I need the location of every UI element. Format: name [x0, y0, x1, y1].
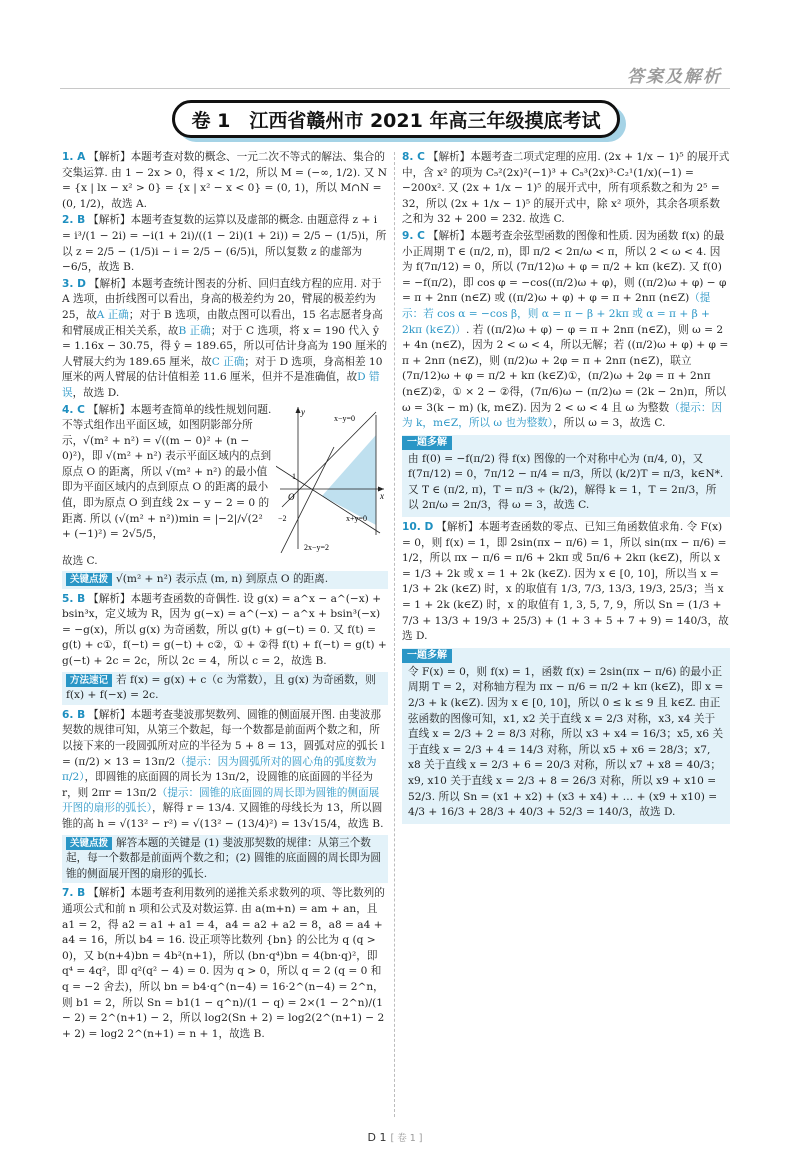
answer-6-text-b: ，即圆锥的底面圆的周长为 13π/2，设圆锥的底面圆的半径为 r，则 2πr = 13π/2 [62, 771, 373, 799]
answer-7-number: 7. B [62, 887, 86, 900]
answer-5-tip-tag: 方法速记 [66, 674, 112, 687]
answer-1-number: 1. A [62, 151, 86, 163]
answer-10-alt-solution [402, 648, 730, 824]
answer-9-alt-tag: 一题多解 [402, 436, 452, 450]
answer-7 [62, 886, 388, 1042]
answer-5-tip-text: 若 f(x) = g(x) + c（c 为常数），且 g(x) 为奇函数，则 f(x) + f(−x) = 2c. [66, 673, 376, 702]
answer-9-number: 9. C [402, 229, 425, 242]
header-rule [60, 88, 730, 89]
answer-9-text-b: . 若 ((π/2)ω + φ) − φ = π + 2nπ (n∈Z)，则 ω = 2 + 4n (n∈Z)，因为 2 < ω < 4，所以无解；若 ((π/2)ω + φ) + φ = π + 2nπ (n∈Z)，则 (π/2)ω + 2φ = π + 2nπ (n∈Z)，联立 (7π/12)ω + φ = π/2 + kπ (k∈Z)①，(π/2)ω + 2φ = π + 2nπ (n∈Z)②，① × 2 − ②得，(7π/6)ω − (π/2)ω = (2k − 2n)π，所以 ω = 3(k − m) (k, m∈Z). 因为 2 < ω < 4 且 ω 为整数 [402, 323, 729, 414]
answer-3-mark-a: A 正确 [96, 308, 129, 321]
answer-5-tip [62, 672, 388, 705]
answer-10-alt-text: 令 F(x) = 0，则 f(x) = 1，函数 f(x) = 2sin(πx − π/6) 的最小正周期 T = 2，对称轴方程为 πx − π/6 = π/2 + kπ (k∈Z)，即 x = 2/3 + k (k∈Z). 因为 x ∈ [0, 10]，所以 0 ≤ k ≤ 9 且 k∈Z. 由正弦函数的图像可知，x1, x2 关于直线 x = 2/3 对称，x3, x4 关于直线 x = 2/3 + 2 = 8/3 对称，所以 x3 + x4 = 16/3；x5, x6 关于直线 x = 2/3 + 4 = 14/3 对称，所以 x5 + x6 = 28/3；x7, x8 关于直线 x = 2/3 + 6 = 20/3 对称，所以 x7 + x8 = 40/3；x9, x10 关于直线 x = 2/3 + 8 = 26/3 对称，所以 x9 + x10 = 52/3. 所以 Sn = (x1 + x2) + (x3 + x4) + … + (x9 + x10) = 4/3 + 16/3 + 28/3 + 40/3 + 52/3 = 140/3，故选 D. [408, 665, 724, 819]
answer-3-text-e: ，故选 D. [72, 386, 120, 399]
answer-4-tip [62, 571, 388, 589]
answer-6-note-a: （提示：因为圆弧所对的圆心角的弧度数为 π/2） [62, 755, 377, 784]
origin-label: O [288, 491, 295, 502]
answer-9-text-a: 【解析】本题考查余弦型函数的图像和性质. 因为函数 f(x) 的最小正周期 T ∈ (π/2, π)，即 π/2 < 2π/ω < π，所以 2 < ω < 4. 因为 f(7π/12) = 0，所以 (7π/12)ω + φ = π/2 + kπ (k∈Z). 又 f(0) = −f(π/2)，即 cos φ = −cos((π/2)ω + φ)，则 ((π/2)ω + φ) − φ = π + 2nπ (n∈Z) 或 ((π/2)ω + φ) + φ = π + 2nπ (n∈Z) [402, 229, 727, 305]
answer-10 [402, 520, 730, 645]
answer-6-text-c: ，解得 r = 13/4. 又圆锥的母线长为 13，所以圆锥的高 h = √(13² − r²) = √(13² − (13/4)²) = 13√15/4，故选 B. [62, 802, 384, 830]
answer-4-body [62, 403, 273, 553]
page-title: 卷 1 江西省赣州市 2021 年高三年级摸底考试 [191, 109, 601, 132]
page-footer [0, 1130, 790, 1144]
answer-5-number: 5. B [62, 592, 86, 605]
shaded-region [322, 435, 376, 525]
y-axis-label: y [301, 406, 305, 417]
line-label-2x-minus-y: 2x−y=2 [304, 542, 330, 552]
answer-10-alt-tag: 一题多解 [402, 649, 452, 663]
answer-9-note-a: （提示：若 cos α = −cos β，则 α = π − β + 2kπ 或 α = π + β + 2kπ (k∈Z)） [402, 292, 711, 336]
tick-label-neg2: −2 [278, 513, 287, 523]
section-header-label: 答案及解析 [627, 67, 722, 86]
answer-8-number: 8. C [402, 151, 425, 163]
answer-4-ending: 故选 C. [62, 554, 98, 567]
x-axis-label: x [380, 490, 384, 501]
answer-3-number: 3. D [62, 277, 86, 290]
answer-10-number: 10. D [402, 521, 434, 534]
answer-6-text-a: 【解析】本题考查斐波那契数列、圆锥的侧面展开图. 由斐波那契数的规律可知，从第三个数起，每一个数都是前面两个数之和，所以接下来的一段圆弧所对应的半径为 5 + 8 = 13，圆弧对应的弧长 l = (π/2) × 13 = 13π/2 [62, 708, 385, 768]
answer-3 [62, 277, 388, 402]
answer-3-mark-c: C 正确 [211, 355, 245, 368]
right-column [402, 150, 730, 827]
answer-9-alt-text: 由 f(0) = −f(π/2) 得 f(x) 图像的一个对称中心为 (π/4, 0)，又 f(7π/12) = 0，7π/12 − π/4 = π/3，所以 (k/2)T = π/3，k∈N*. 又 T ∈ (π/2, π)，T = π/3 ÷ (k/2)，解得 k = 1，T = 2π/3，所以 2π/ω = 2π/3，得 ω = 3，故选 C. [408, 452, 724, 512]
answer-6-number: 6. B [62, 708, 86, 721]
answer-3-text-d: ；对于 D 选项，身高相差 10 厘米的两人臂展的估计值相差 11.6 厘米，但并不是准确值，故 [62, 355, 383, 384]
feasible-region-figure [276, 403, 388, 553]
answer-2-text: 【解析】本题考查复数的运算以及虚部的概念. 由题意得 z + i = i³/(1 − 2i) = −i(1 + 2i)/((1 − 2i)(1 + 2i)) = 2/5 − (1/5)i，所以 z = 2/5 − (1/5)i − i = 2/5 − (6/5)i，所以复数 z 的虚部为 −6/5，故选 B. [62, 214, 387, 274]
answer-3-text-b: ；对于 B 选项，由散点图可以看出，15 名志愿者身高和臂展成正相关关系，故 [62, 308, 383, 337]
answer-3-text-c: ；对于 C 选项，将 x = 190 代入 ŷ = 1.16x − 30.75，得 ŷ = 189.65，所以可估计身高为 190 厘米的人臂展大约为 189.65 厘米，故 [62, 324, 388, 368]
answer-4-number: 4. C [62, 403, 85, 416]
answer-4-tip-text: √(m² + n²) 表示点 (m, n) 到原点 O 的距离. [116, 573, 329, 586]
answer-9-alt-solution [402, 435, 730, 517]
answer-10-text: 【解析】本题考查函数的零点、已知三角函数值求角. 令 F(x) = 0，则 f(x) = 1，即 2sin(πx − π/6) = 1，所以 sin(πx − π/6) = 1/2，所以 πx − π/6 = π/6 + 2kπ 或 5π/6 + 2kπ (k∈Z)，所以 x = 1/3 + 2k 或 x = 1 + 2k (k∈Z). 因为 x ∈ [0, 10]，所以当 x = 1/3 + 2k (k∈Z) 时，x 的取值有 1/3, 7/3, 13/3, 19/3, 25/3；当 x = 1 + 2k (k∈Z) 时，x 的取值有 1, 3, 5, 7, 9，所以 Sn = (1/3 + 7/3 + 13/3 + 19/3 + 25/3) + (1 + 3 + 5 + 7 + 9) = 140/3，故选 D. [402, 521, 729, 643]
answer-5-text: 【解析】本题考查函数的奇偶性. 设 g(x) = a^x − a^(−x) + bsin³x，定义域为 R，因为 g(−x) = a^(−x) − a^x + bsin³(−x) = −g(x)，所以 g(x) 为奇函数，所以 g(t) + g(−t) = 0. 又 f(t) = g(t) + c①，f(−t) = g(−t) + c②，① + ②得 f(t) + f(−t) = g(t) + g(−t) + 2c = 2c，所以 2c = 4，所以 c = 2，故选 B. [62, 592, 387, 668]
answer-6-tip-text: 解答本题的关键是 (1) 斐波那契数的规律：从第三个数起，每一个数都是前面两个数之和；(2) 圆锥的底面圆的周长即为圆锥的侧面展开图的扇形的弧长. [66, 836, 381, 880]
answer-5 [62, 592, 388, 670]
tick-label-1: 1 [292, 471, 296, 481]
answer-2-number: 2. B [62, 214, 86, 227]
answer-6-tip [62, 835, 388, 884]
left-column [62, 150, 388, 1043]
line-label-x-minus-y: x−y=0 [334, 413, 356, 423]
title-banner [172, 100, 620, 138]
answer-3-mark-b: B 正确 [178, 324, 211, 337]
title-box [172, 100, 620, 138]
answer-1-text: 【解析】本题考查对数的概念、一元二次不等式的解法、集合的交集运算. 由 1 − 2x > 0，得 x < 1/2，所以 M = (−∞, 1/2). 又 N = {x | lx − x² > 0} = {x | x² − x < 0} = (0, 1)，所以 M∩N = (0, 1/2)，故选 A. [62, 151, 388, 210]
volume-label: [ 卷 1 ] [390, 1133, 423, 1144]
column-divider [394, 152, 395, 1117]
answer-8-text: 【解析】本题考查二项式定理的应用. (2x + 1/x − 1)⁵ 的展开式中，含 x² 的项为 C₅²(2x)²(−1)³ + C₅³(2x)³·C₂¹(1/x)(−1) = −200x². 又 (2x + 1/x − 1)⁵ 的展开式中，所有项系数之和为 2⁵ = 32，所以 (2x + 1/x − 1)⁵ 的展开式中，除 x² 项外，其余各项系数之和为 32 + 200 = 232. 故选 C. [402, 151, 730, 226]
answer-6-tip-tag: 关键点拨 [66, 837, 112, 850]
answer-3-text-a: 【解析】本题考查统计图表的分析、回归直线方程的应用. 对于 A 选项，由折线图可以看出，身高的极差约为 20，臂展的极差约为 25，故 [62, 277, 382, 321]
answer-6-note-b: （提示：圆锥的底面圆的周长即为圆锥的侧面展开图的扇形的弧长） [62, 786, 380, 815]
answer-4-text: 【解析】本题考查简单的线性规划问题. 不等式组作出平面区域，如图阴影部分所示，√(m² + n²) = √((m − 0)² + (n − 0)²)，即 √(m² + n²) 表示平面区域内的点到原点 O 的距离，所以 √(m² + n²) 的最小值即为平面区域内的点到原点 O 的距离的最小值，即为原点 O 到直线 2x − y − 2 = 0 的距离. 所以 (√(m² + n²))min = |−2|/√(2² + (−1)²) = 2√5/5， [62, 403, 272, 541]
answer-6 [62, 708, 388, 833]
answer-7-text: 【解析】本题考查利用数列的递推关系求数列的项、等比数列的通项公式和前 n 项和公式及对数运算. 由 a(m+n) = am + an，且 a1 = 2，得 a2 = a1 + a1 = 4，a4 = a2 + a2 = 8，a8 = a4 + a4 = 16，所以 b4 = 16. 设正项等比数列 {bn} 的公比为 q (q > 0)，又 b(n+4)bn = 4b²(n+1)，所以 (bn·q⁴)bn = 4(bn·q)²，即 q⁴ = 4q²，即 q²(q² − 4) = 0. 因为 q > 0，所以 q = 2 (q = 0 和 q = −2 舍去)，所以 bn = b4·q^(n−4) = 16·2^(n−4) = 2^n，则 b1 = 2，所以 Sn = b1(1 − q^n)/(1 − q) = 2×(1 − 2^n)/(1 − 2) = 2^(n+1) − 2，所以 log2(Sn + 2) = log2(2^(n+1) − 2 + 2) = log2 2^(n+1) = n + 1，故选 B. [62, 887, 385, 1040]
answer-9-note-b: （提示：因为 k，m∈Z，所以 ω 也为整数） [402, 401, 723, 430]
answer-9 [402, 229, 730, 432]
answer-1 [62, 150, 388, 212]
answer-3-mark-d: D 错误 [62, 371, 380, 399]
answer-8 [402, 150, 730, 228]
answer-4-tip-tag: 关键点拨 [66, 573, 112, 586]
page-number: D 1 [367, 1131, 387, 1144]
answer-4 [62, 403, 388, 553]
y-axis-arrow [296, 407, 301, 413]
answer-2 [62, 213, 388, 275]
answer-9-text-c: ，所以 ω = 3，故选 C. [553, 417, 666, 430]
line-label-x-plus-y: x+y=0 [346, 513, 368, 523]
